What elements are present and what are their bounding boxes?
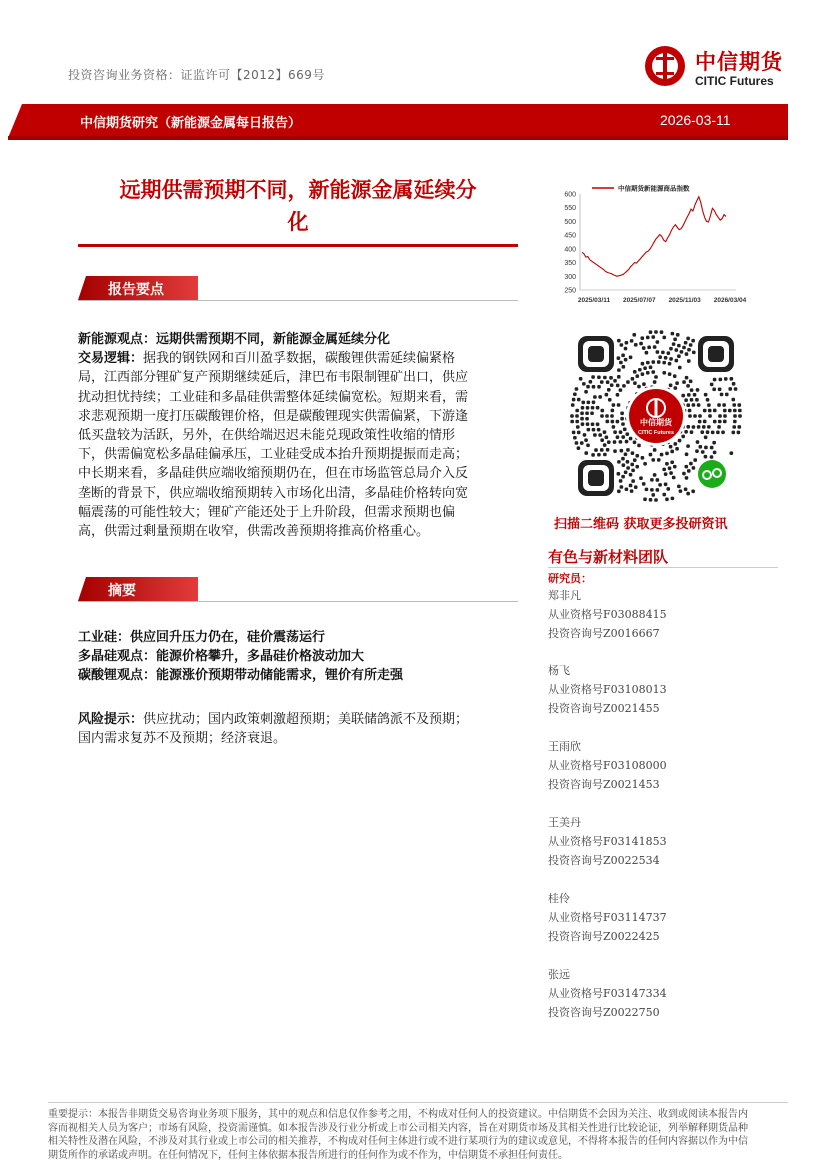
y-tick-label: 550 [564, 205, 576, 213]
analyst-consult-id: 投资咨询号Z0021453 [548, 778, 660, 791]
disclaimer-line: 相关特性及潜在风险，不涉及对其行业或上市公司的相关推荐，不构成对任何主体进行或不进行某项行为的建议或意见，不得将本报告的任何内容据以作为中信 [48, 1136, 748, 1147]
disclaimer-divider [48, 1102, 788, 1103]
y-tick-label: 400 [564, 246, 576, 254]
y-tick-label: 600 [564, 191, 576, 199]
analyst-card [548, 965, 667, 1022]
role-label: 研究员： [548, 572, 592, 585]
legend-label: 中信期货新能源商品指数 [618, 184, 690, 193]
disclaimer-line: 容而视相关人员为客户；市场有风险，投资需谨慎。如本报告涉及行业分析或上市公司相关内容，旨在对期货市场及其相关性进行比较论证，列举解释期货品种 [48, 1122, 748, 1134]
analyst-qualification: 从业资格号F03114737 [548, 911, 667, 924]
section-divider [78, 601, 518, 602]
logic-line-4: 低买盘较为活跃，另外，在供给端迟迟未能兑现政策性收缩的情形 [78, 428, 456, 444]
summary-item: 多晶硅观点：能源价格攀升，多晶硅价格波动加大 [78, 649, 365, 665]
series-line [582, 197, 726, 277]
index-line-chart [548, 178, 758, 313]
analyst-consult-id: 投资咨询号Z0022425 [548, 930, 660, 943]
analyst-qualification: 从业资格号F03147334 [548, 987, 667, 1000]
analyst-card [548, 813, 667, 870]
y-tick-label: 500 [564, 218, 576, 226]
logo-cn-text: 中信期货 [695, 50, 783, 74]
logic-line-7: 垄断的背景下，供应端收缩预期转入市场化出清，多晶硅价格转向宽 [78, 485, 469, 501]
report-title [78, 174, 518, 238]
summary-item: 碳酸锂观点：能源涨价预期带动储能需求，锂价有所走强 [78, 668, 404, 684]
analyst-name: 杨飞 [548, 664, 570, 677]
y-tick-label: 350 [564, 260, 576, 268]
report-series-label: 中信期货研究（新能源金属每日报告） [80, 116, 302, 131]
summary-item: 工业硅：供应回升压力仍在，硅价震荡运行 [78, 630, 326, 645]
qr-logo-cn: 中信期货 [640, 418, 672, 427]
logo-en-text: CITIC Futures [695, 74, 774, 88]
qr-logo-en: CITIC Futures [637, 430, 675, 436]
key-points-body [78, 330, 520, 541]
citic-futures-logo [643, 44, 803, 92]
x-tick-label: 2026/03/04 [713, 297, 747, 304]
disclaimer [48, 1108, 788, 1162]
analyst-consult-id: 投资咨询号Z0016667 [548, 627, 660, 640]
title-line-2: 化 [287, 210, 309, 234]
section-key-points-label: 报告要点 [78, 276, 198, 300]
analyst-name: 郑非凡 [548, 589, 581, 602]
logic-line-2: 扰动担忧持续；工业硅和多晶硅供需整体延续偏宽松。短期来看，需 [78, 389, 469, 405]
analyst-name: 王美丹 [548, 816, 581, 829]
logic-line-5: 下，供需偏宽松多晶硅偏承压，工业硅受成本抬升预期提振而走高； [78, 447, 469, 463]
section-divider [78, 300, 518, 301]
analyst-card [548, 889, 667, 946]
analyst-qualification: 从业资格号F03141853 [548, 835, 667, 848]
citic-logo-icon [643, 44, 687, 88]
analyst-consult-id: 投资咨询号Z0022534 [548, 854, 660, 867]
logic-line-3: 求悲观预期一度打压碳酸锂价格，但是碳酸锂现实供需偏紧，下游逢 [78, 408, 469, 424]
team-title: 有色与新材料团队 [548, 548, 669, 566]
y-tick-label: 300 [564, 273, 576, 281]
analyst-card [548, 737, 667, 794]
logic-line-6: 中长期来看，多晶硅供应端收缩预期仍在，但在市场监管总局介入反 [78, 466, 469, 482]
x-tick-label: 2025/11/03 [668, 297, 701, 304]
analyst-qualification: 从业资格号F03088415 [548, 608, 667, 621]
analyst-consult-id: 投资咨询号Z0021455 [548, 702, 660, 715]
analyst-name: 张远 [548, 968, 570, 981]
disclaimer-line: 重要提示：本报告非期货交易咨询业务项下服务，其中的观点和信息仅作参考之用，不构成对任何人的投资建议。中信期货不会因为关注、收到或阅读本报告内 [48, 1109, 748, 1120]
disclaimer-line: 期货所作的承诺或声明。在任何情况下，任何主体依据本报告所进行的任何作为或不作为，中信期货不承担任何责任。 [48, 1149, 568, 1161]
qr-code-image [566, 324, 746, 509]
logic-label: 交易逻辑： [78, 351, 144, 367]
analyst-name: 桂伶 [548, 892, 570, 905]
x-tick-label: 2025/07/07 [623, 297, 656, 304]
title-divider [78, 244, 518, 247]
report-date: 2026-03-11 [660, 112, 731, 128]
section-summary-label: 摘要 [78, 577, 198, 601]
view-headline: 新能源观点：远期供需预期不同，新能源金属延续分化 [78, 332, 391, 347]
team-divider [548, 567, 778, 568]
y-tick-label: 450 [564, 232, 576, 240]
license-text: 投资咨询业务资格：证监许可【2012】669号 [68, 68, 325, 82]
header-banner [0, 104, 788, 138]
logic-line-8: 幅震荡的可能性较大；锂矿产能还处于上升阶段，但需求预期也偏 [78, 504, 456, 520]
title-line-1: 远期供需预期不同，新能源金属延续分 [119, 178, 477, 202]
y-tick-label: 250 [564, 287, 576, 295]
analyst-qualification: 从业资格号F03108013 [548, 683, 667, 696]
x-tick-label: 2025/03/11 [577, 297, 611, 304]
qr-caption: 扫描二维码 获取更多投研资讯 [554, 517, 728, 532]
logic-line-9: 高，供需过剩量预期在收窄，供需改善预期将推高价格重心。 [78, 524, 430, 540]
analyst-card [548, 586, 667, 643]
logic-line-1: 局，江西部分锂矿复产预期继续延后，津巴布韦限制锂矿出口，供应 [78, 370, 469, 386]
analyst-qualification: 从业资格号F03108000 [548, 759, 667, 772]
summary-list [78, 628, 520, 686]
analyst-consult-id: 投资咨询号Z0022750 [548, 1006, 660, 1019]
analyst-name: 王雨欣 [548, 740, 581, 753]
risk-warning: 风险提示：供应扰动；国内政策刺激超预期；美联储鸽派不及预期； 国内需求复苏不及预期；经济衰退。 [78, 712, 469, 747]
qr-code[interactable] [566, 324, 746, 509]
analyst-card [548, 661, 667, 718]
logic-line-0: 交易逻辑：据我的钢铁网和百川盈孚数据，碳酸锂供需延续偏紧格 [78, 351, 456, 367]
risk-label: 风险提示： [78, 712, 144, 727]
chart-svg [548, 178, 758, 313]
